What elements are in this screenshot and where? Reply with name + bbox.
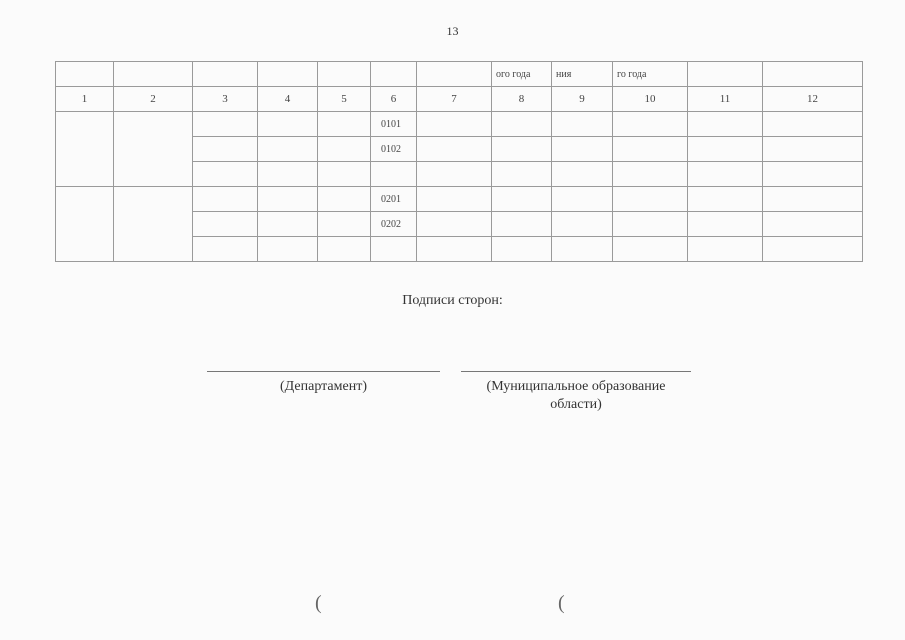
municipality-signature-line <box>461 371 691 372</box>
table-cell <box>613 162 688 187</box>
header-cell <box>763 62 863 87</box>
table-cell <box>258 187 318 212</box>
table-cell <box>318 162 371 187</box>
table-cell <box>492 187 552 212</box>
row-code: 0201 <box>371 187 417 212</box>
header-cell <box>688 62 763 87</box>
header-cell <box>258 62 318 87</box>
column-number: 1 <box>56 87 114 112</box>
table-cell <box>318 137 371 162</box>
header-cell: ого года <box>492 62 552 87</box>
header-cell <box>56 62 114 87</box>
department-signature-line <box>207 371 440 372</box>
municipality-caption-line2: области) <box>550 397 602 412</box>
header-cell <box>193 62 258 87</box>
table-cell <box>417 162 492 187</box>
table-cell <box>552 187 613 212</box>
header-cell <box>371 62 417 87</box>
column-number: 11 <box>688 87 763 112</box>
column-number-row <box>56 87 863 112</box>
table-cell <box>193 187 258 212</box>
table-cell <box>56 187 114 262</box>
table-cell <box>193 212 258 237</box>
column-number: 5 <box>318 87 371 112</box>
table-cell <box>492 162 552 187</box>
table-cell <box>552 237 613 262</box>
row-code: 0202 <box>371 212 417 237</box>
table-cell <box>258 137 318 162</box>
column-number: 6 <box>371 87 417 112</box>
table-cell <box>417 137 492 162</box>
table-cell <box>613 137 688 162</box>
row-code: 0102 <box>371 137 417 162</box>
column-number: 3 <box>193 87 258 112</box>
table-cell <box>193 112 258 137</box>
header-cell: ния <box>552 62 613 87</box>
header-cell <box>318 62 371 87</box>
punch-hole-mark: ( <box>315 592 322 614</box>
table-cell <box>763 137 863 162</box>
table-cell <box>688 212 763 237</box>
municipality-caption-line1: (Муниципальное образование <box>486 379 666 394</box>
table-cell <box>492 137 552 162</box>
column-number: 4 <box>258 87 318 112</box>
table-cell <box>763 187 863 212</box>
table-cell <box>613 187 688 212</box>
table-cell <box>688 137 763 162</box>
department-caption-text: (Департамент) <box>280 379 367 394</box>
table-cell <box>613 237 688 262</box>
table-cell <box>318 112 371 137</box>
report-table <box>55 61 863 262</box>
table-cell <box>417 112 492 137</box>
table-cell <box>613 212 688 237</box>
table-cell <box>114 187 193 262</box>
header-cell <box>114 62 193 87</box>
table-cell <box>258 112 318 137</box>
table-cell <box>688 237 763 262</box>
municipality-caption <box>461 378 691 414</box>
table-cell <box>763 212 863 237</box>
table-header-row <box>56 62 863 87</box>
column-number: 2 <box>114 87 193 112</box>
table-cell <box>417 212 492 237</box>
table-row <box>56 187 863 212</box>
table-cell <box>318 187 371 212</box>
column-number: 8 <box>492 87 552 112</box>
table-cell <box>688 112 763 137</box>
table-cell <box>258 237 318 262</box>
header-cell <box>417 62 492 87</box>
table-cell <box>763 237 863 262</box>
table-cell <box>318 237 371 262</box>
table-cell <box>763 112 863 137</box>
table-cell <box>258 212 318 237</box>
table-cell <box>193 237 258 262</box>
punch-hole-mark: ( <box>558 592 565 614</box>
table-cell <box>318 212 371 237</box>
table-cell <box>193 162 258 187</box>
table-cell <box>56 112 114 187</box>
row-code <box>371 237 417 262</box>
column-number: 7 <box>417 87 492 112</box>
column-number: 9 <box>552 87 613 112</box>
signatures-title: Подписи сторон: <box>402 293 503 308</box>
table-cell <box>552 137 613 162</box>
table-cell <box>492 212 552 237</box>
row-code <box>371 162 417 187</box>
department-caption <box>207 378 440 396</box>
header-cell: го года <box>613 62 688 87</box>
table-cell <box>492 237 552 262</box>
column-number: 12 <box>763 87 863 112</box>
table-cell <box>114 112 193 187</box>
column-number: 10 <box>613 87 688 112</box>
table-cell <box>552 162 613 187</box>
table-cell <box>552 112 613 137</box>
table-cell <box>417 237 492 262</box>
row-code: 0101 <box>371 112 417 137</box>
table-cell <box>763 162 863 187</box>
page-number: 13 <box>446 24 459 38</box>
table-cell <box>492 112 552 137</box>
table-cell <box>688 187 763 212</box>
table-cell <box>417 187 492 212</box>
table-cell <box>258 162 318 187</box>
table-cell <box>688 162 763 187</box>
table-cell <box>193 137 258 162</box>
table-row <box>56 112 863 137</box>
table-cell <box>613 112 688 137</box>
table-cell <box>552 212 613 237</box>
